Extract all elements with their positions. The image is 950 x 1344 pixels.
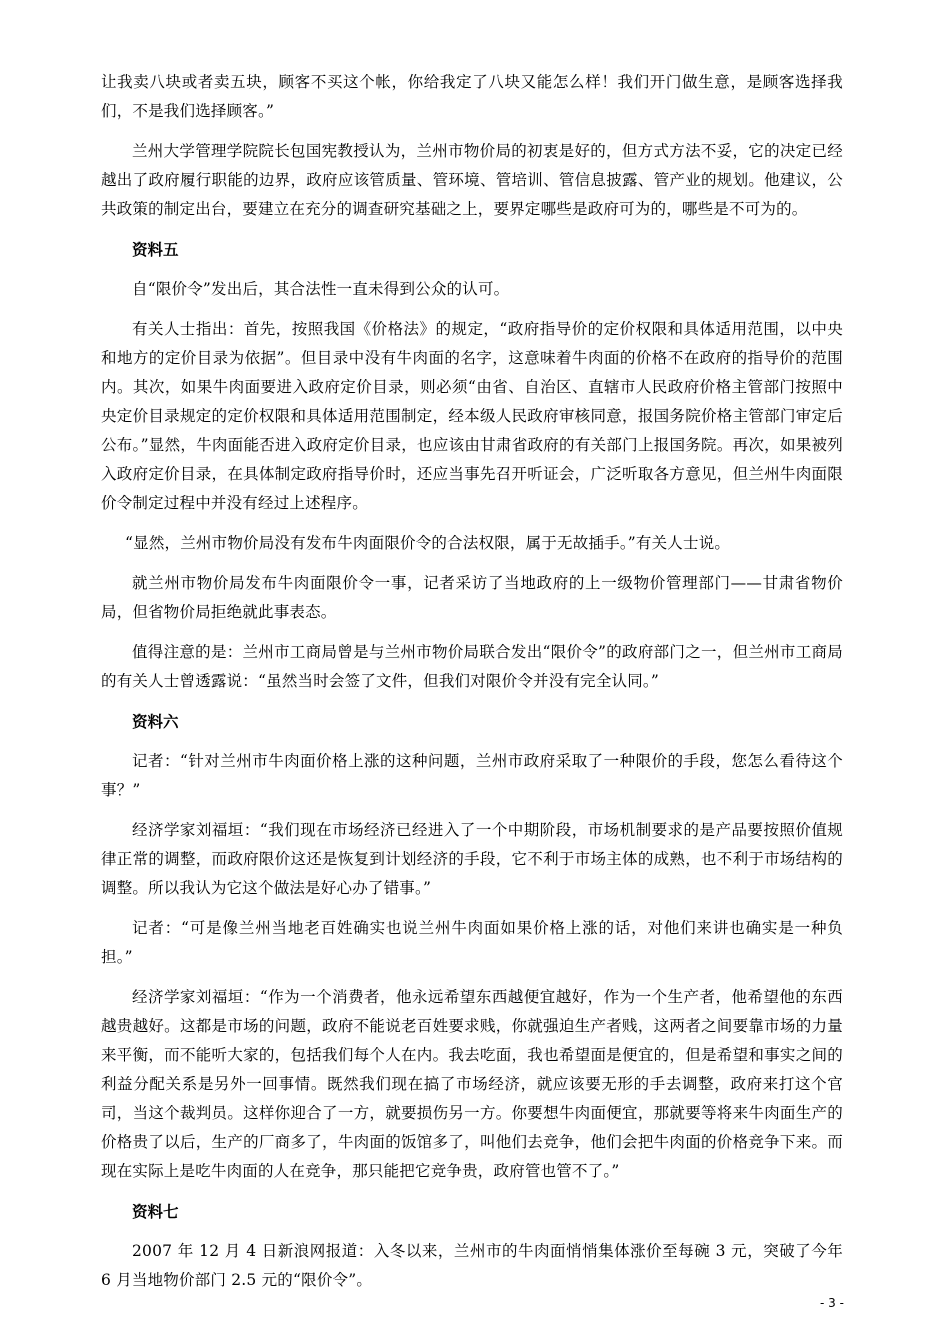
page-number: - 3 - bbox=[820, 1296, 844, 1310]
paragraph: 自“限价令”发出后，其合法性一直未得到公众的认可。 bbox=[132, 280, 510, 298]
paragraph: 记者：“可是像兰州当地老百姓确实也说兰州牛肉面如果价格上涨的话，对他们来讲也确实是一种负担。” bbox=[101, 919, 843, 966]
section-heading-material-5: 资料五 bbox=[132, 240, 179, 259]
section-heading-material-7: 资料七 bbox=[132, 1202, 179, 1221]
paragraph-continuation: 让我卖八块或者卖五块，顾客不买这个帐，你给我定了八块又能怎么样！我们开门做生意，是顾客选择我们，不是我们选择顾客。” bbox=[101, 73, 843, 120]
paragraph: 有关人士指出：首先，按照我国《价格法》的规定，“政府指导价的定价权限和具体适用范围，以中央和地方的定价目录为依据”。但目录中没有牛肉面的名字，这意味着牛肉面的价格不在政府的指导价的范围内。其次，如果牛肉面要进入政府定价目录，则必须“由省、自治区、直辖市人民政府价格主管部门按照中央定价目录规定的定价权限和具体适用范围制定，经本级人民政府审核同意，报国务院价格主管部门审定后公布。”显然，牛肉面能否进入政府定价目录，也应该由甘肃省政府的有关部门上报国务院。再次，如果被列入政府定价目录，在具体制定政府指导价时，还应当事先召开听证会，广泛听取各方意见，但兰州牛肉面限价令制定过程中并没有经过上述程序。 bbox=[101, 320, 843, 512]
paragraph: 就兰州市物价局发布牛肉面限价令一事，记者采访了当地政府的上一级物价管理部门——甘肃省物价局，但省物价局拒绝就此事表态。 bbox=[101, 574, 843, 621]
paragraph: 2007 年 12 月 4 日新浪网报道：入冬以来，兰州市的牛肉面悄悄集体涨价至每碗 3 元，突破了今年 6 月当地物价部门 2.5 元的“限价令”。 bbox=[101, 1242, 843, 1289]
paragraph: “显然，兰州市物价局没有发布牛肉面限价令的合法权限，属于无故插手。”有关人士说。 bbox=[125, 534, 731, 552]
paragraph: 值得注意的是：兰州市工商局曾是与兰州市物价局联合发出“限价令”的政府部门之一，但兰州市工商局的有关人士曾透露说：“虽然当时会签了文件，但我们对限价令并没有完全认同。” bbox=[101, 643, 843, 690]
paragraph: 经济学家刘福垣：“我们现在市场经济已经进入了一个中期阶段，市场机制要求的是产品要按照价值规律正常的调整，而政府限价这还是恢复到计划经济的手段，它不利于市场主体的成熟，也不利于市场结构的调整。所以我认为它这个做法是好心办了错事。” bbox=[101, 821, 843, 897]
paragraph: 记者：“针对兰州市牛肉面价格上涨的这种问题，兰州市政府采取了一种限价的手段，您怎么看待这个事？” bbox=[101, 752, 843, 799]
page-content bbox=[101, 68, 843, 1306]
section-heading-material-6: 资料六 bbox=[132, 712, 179, 731]
paragraph: 经济学家刘福垣：“作为一个消费者，他永远希望东西越便宜越好，作为一个生产者，他希望他的东西越贵越好。这都是市场的问题，政府不能说老百姓要求贱，你就强迫生产者贱，这两者之间要靠市场的力量来平衡，而不能听大家的，包括我们每个人在内。我去吃面，我也希望面是便宜的，但是希望和事实之间的利益分配关系是另外一回事情。既然我们现在搞了市场经济，就应该要无形的手去调整，政府来打这个官司，当这个裁判员。这样你迎合了一方，就要损伤另一方。你要想牛肉面便宜，那就要等将来牛肉面生产的价格贵了以后，生产的厂商多了，牛肉面的饭馆多了，叫他们去竞争，他们会把牛肉面的价格竞争下来。而现在实际上是吃牛肉面的人在竞争，那只能把它竞争贵，政府管也管不了。” bbox=[101, 988, 843, 1180]
paragraph-bao-guoxian: 兰州大学管理学院院长包国宪教授认为，兰州市物价局的初衷是好的，但方式方法不妥，它的决定已经越出了政府履行职能的边界，政府应该管质量、管环境、管培训、管信息披露、管产业的规划。他建议，公共政策的制定出台，要建立在充分的调查研究基础之上，要界定哪些是政府可为的，哪些是不可为的。 bbox=[101, 142, 843, 218]
